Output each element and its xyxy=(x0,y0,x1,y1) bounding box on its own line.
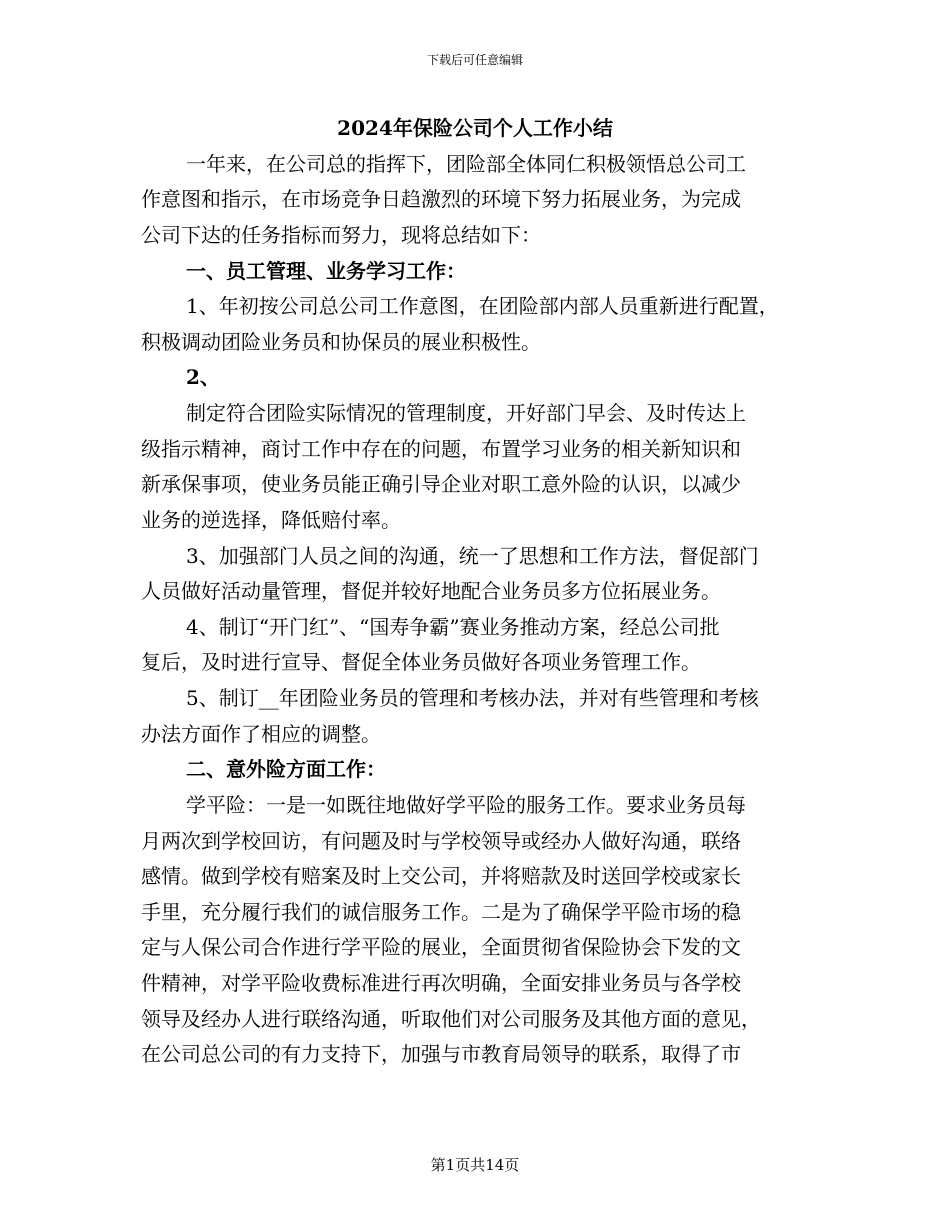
body-line: 在公司总公司的有力支持下，加强与市教育局领导的联系，取得了市 xyxy=(141,1042,741,1066)
body-line: 新承保事项，使业务员能正确引导企业对职工意外险的认识，以减少 xyxy=(141,472,741,496)
header-note: 下载后可任意编辑 xyxy=(426,53,523,67)
page-number: 第1页共14页 xyxy=(430,1156,520,1174)
body-line: 1、年初按公司总公司工作意图，在团险部内部人员重新进行配置， xyxy=(186,294,779,318)
body-line: 领导及经办人进行联络沟通，听取他们对公司服务及其他方面的意见， xyxy=(141,1007,761,1031)
item-number: 2、 xyxy=(186,365,220,389)
body-line: 手里，充分履行我们的诚信服务工作。二是为了确保学平险市场的稳 xyxy=(141,900,741,924)
document-title: 2024年保险公司个人工作小结 xyxy=(337,116,613,140)
body-line: 积极调动团险业务员和协保员的展业积极性。 xyxy=(141,330,541,354)
body-line: 作意图和指示，在市场竞争日趋激烈的环境下努力拓展业务，为完成 xyxy=(141,187,741,211)
body-line: 一年来，在公司总的指挥下，团险部全体同仁积极领悟总公司工 xyxy=(186,152,746,176)
body-line: 制定符合团险实际情况的管理制度，开好部门早会、及时传达上 xyxy=(186,401,746,425)
body-line: 5、制订__年团险业务员的管理和考核办法，并对有些管理和考核 xyxy=(186,686,759,710)
body-line: 公司下达的任务指标而努力，现将总结如下： xyxy=(141,223,541,247)
body-line: 学平险：一是一如既往地做好学平险的服务工作。要求业务员每 xyxy=(186,793,746,817)
body-line: 件精神，对学平险收费标准进行再次明确，全面安排业务员与各学校 xyxy=(141,971,741,995)
body-line: 级指示精神，商讨工作中存在的问题，布置学习业务的相关新知识和 xyxy=(141,437,741,461)
body-line: 月两次到学校回访，有问题及时与学校领导或经办人做好沟通，联络 xyxy=(141,829,741,853)
body-line: 3、加强部门人员之间的沟通，统一了思想和工作方法，督促部门 xyxy=(186,544,759,568)
body-line: 办法方面作了相应的调整。 xyxy=(141,722,381,746)
body-line: 4、制订“开门红”、“国寿争霸”赛业务推动方案，经总公司批 xyxy=(186,615,720,639)
body-line: 人员做好活动量管理，督促并较好地配合业务员多方位拓展业务。 xyxy=(141,579,721,603)
body-line: 业务的逆选择，降低赔付率。 xyxy=(141,508,401,532)
body-line: 感情。做到学校有赔案及时上交公司，并将赔款及时送回学校或家长 xyxy=(141,864,741,888)
body-line: 复后，及时进行宣导、督促全体业务员做好各项业务管理工作。 xyxy=(141,650,701,674)
section-heading: 一、员工管理、业务学习工作： xyxy=(186,259,466,283)
section-heading: 二、意外险方面工作： xyxy=(186,757,386,781)
body-line: 定与人保公司合作进行学平险的展业，全面贯彻省保险协会下发的文 xyxy=(141,935,741,959)
